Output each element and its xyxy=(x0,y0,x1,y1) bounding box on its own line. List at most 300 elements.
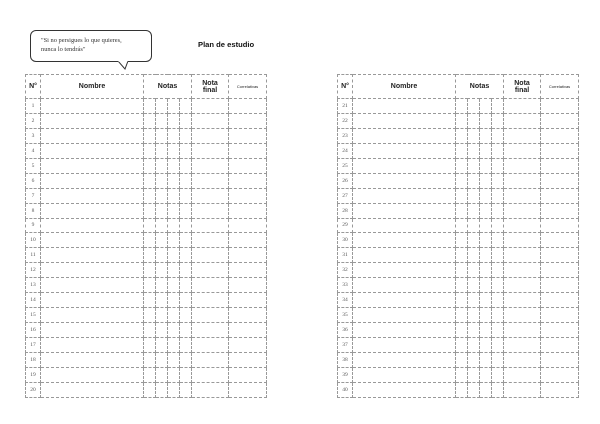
nota-cell[interactable] xyxy=(492,293,504,308)
nombre-cell[interactable] xyxy=(353,143,456,158)
nota-cell[interactable] xyxy=(156,248,168,263)
nombre-cell[interactable] xyxy=(353,382,456,397)
nota-cell[interactable] xyxy=(456,233,468,248)
nota-cell[interactable] xyxy=(180,128,192,143)
correlativas-cell[interactable] xyxy=(541,338,579,353)
row-number: 13 xyxy=(26,278,41,293)
nota-final-cell[interactable] xyxy=(192,263,229,278)
nota-final-cell[interactable] xyxy=(504,128,541,143)
nota-cell[interactable] xyxy=(156,158,168,173)
nota-cell[interactable] xyxy=(492,218,504,233)
nota-cell[interactable] xyxy=(156,218,168,233)
nota-final-cell[interactable] xyxy=(504,367,541,382)
nota-cell[interactable] xyxy=(180,218,192,233)
nota-cell[interactable] xyxy=(156,128,168,143)
nota-cell[interactable] xyxy=(480,323,492,338)
nombre-cell[interactable] xyxy=(353,293,456,308)
correlativas-cell[interactable] xyxy=(229,367,267,382)
table-row xyxy=(26,278,267,293)
nota-cell[interactable] xyxy=(144,99,156,114)
nota-cell[interactable] xyxy=(456,338,468,353)
correlativas-cell[interactable] xyxy=(229,382,267,397)
nota-cell[interactable] xyxy=(168,233,180,248)
nota-cell[interactable] xyxy=(156,323,168,338)
nota-cell[interactable] xyxy=(156,382,168,397)
nota-cell[interactable] xyxy=(180,233,192,248)
nota-cell[interactable] xyxy=(180,293,192,308)
nota-final-cell[interactable] xyxy=(192,233,229,248)
nota-cell[interactable] xyxy=(468,367,480,382)
nota-cell[interactable] xyxy=(480,263,492,278)
nota-cell[interactable] xyxy=(492,188,504,203)
row-number: 24 xyxy=(338,143,353,158)
nota-cell[interactable] xyxy=(480,99,492,114)
nota-cell[interactable] xyxy=(168,278,180,293)
nota-final-cell[interactable] xyxy=(504,203,541,218)
nota-cell[interactable] xyxy=(180,352,192,367)
nombre-cell[interactable] xyxy=(41,203,144,218)
row-number: 19 xyxy=(26,367,41,382)
nota-cell[interactable] xyxy=(480,173,492,188)
nota-cell[interactable] xyxy=(180,143,192,158)
nota-cell[interactable] xyxy=(456,128,468,143)
nombre-cell[interactable] xyxy=(41,323,144,338)
nota-cell[interactable] xyxy=(180,263,192,278)
nota-cell[interactable] xyxy=(456,293,468,308)
nota-final-cell[interactable] xyxy=(504,352,541,367)
nota-cell[interactable] xyxy=(180,188,192,203)
nota-cell[interactable] xyxy=(456,203,468,218)
nota-cell[interactable] xyxy=(180,158,192,173)
nota-cell[interactable] xyxy=(168,143,180,158)
nota-cell[interactable] xyxy=(144,367,156,382)
nota-cell[interactable] xyxy=(456,143,468,158)
nota-final-cell[interactable] xyxy=(192,113,229,128)
nota-cell[interactable] xyxy=(492,173,504,188)
correlativas-cell[interactable] xyxy=(229,173,267,188)
nota-final-cell[interactable] xyxy=(504,293,541,308)
correlativas-cell[interactable] xyxy=(541,352,579,367)
nota-cell[interactable] xyxy=(480,218,492,233)
nota-cell[interactable] xyxy=(468,113,480,128)
correlativas-cell[interactable] xyxy=(229,143,267,158)
nota-cell[interactable] xyxy=(180,367,192,382)
nota-cell[interactable] xyxy=(180,323,192,338)
correlativas-cell[interactable] xyxy=(541,128,579,143)
nota-final-cell[interactable] xyxy=(192,278,229,293)
nota-final-cell[interactable] xyxy=(192,338,229,353)
nota-cell[interactable] xyxy=(168,218,180,233)
nota-cell[interactable] xyxy=(168,382,180,397)
nota-cell[interactable] xyxy=(156,293,168,308)
nombre-cell[interactable] xyxy=(353,367,456,382)
nota-cell[interactable] xyxy=(180,248,192,263)
nombre-cell[interactable] xyxy=(353,278,456,293)
nota-cell[interactable] xyxy=(480,128,492,143)
nota-cell[interactable] xyxy=(480,188,492,203)
correlativas-cell[interactable] xyxy=(229,158,267,173)
nota-final-cell[interactable] xyxy=(504,382,541,397)
nota-cell[interactable] xyxy=(456,367,468,382)
correlativas-cell[interactable] xyxy=(229,352,267,367)
table-row xyxy=(26,352,267,367)
nota-cell[interactable] xyxy=(180,382,192,397)
nota-cell[interactable] xyxy=(492,99,504,114)
correlativas-cell[interactable] xyxy=(541,293,579,308)
nota-cell[interactable] xyxy=(468,352,480,367)
correlativas-cell[interactable] xyxy=(229,323,267,338)
nota-cell[interactable] xyxy=(480,113,492,128)
table-row xyxy=(338,143,579,158)
nota-cell[interactable] xyxy=(144,128,156,143)
nota-cell[interactable] xyxy=(480,203,492,218)
nota-cell[interactable] xyxy=(168,293,180,308)
nota-cell[interactable] xyxy=(156,99,168,114)
nota-cell[interactable] xyxy=(168,338,180,353)
nota-cell[interactable] xyxy=(156,278,168,293)
nombre-cell[interactable] xyxy=(41,173,144,188)
nota-final-cell[interactable] xyxy=(504,248,541,263)
nota-cell[interactable] xyxy=(168,99,180,114)
nombre-cell[interactable] xyxy=(41,158,144,173)
nota-cell[interactable] xyxy=(480,367,492,382)
nota-final-cell[interactable] xyxy=(504,233,541,248)
nota-cell[interactable] xyxy=(156,143,168,158)
nota-cell[interactable] xyxy=(456,218,468,233)
nota-final-cell[interactable] xyxy=(192,323,229,338)
nombre-cell[interactable] xyxy=(353,338,456,353)
nota-cell[interactable] xyxy=(180,99,192,114)
nota-final-cell[interactable] xyxy=(504,188,541,203)
nombre-cell[interactable] xyxy=(353,113,456,128)
nota-cell[interactable] xyxy=(492,113,504,128)
nota-final-cell[interactable] xyxy=(504,263,541,278)
table-row xyxy=(26,382,267,397)
nota-cell[interactable] xyxy=(492,323,504,338)
nota-cell[interactable] xyxy=(156,113,168,128)
nota-cell[interactable] xyxy=(144,382,156,397)
nota-cell[interactable] xyxy=(468,263,480,278)
correlativas-cell[interactable] xyxy=(229,113,267,128)
nota-cell[interactable] xyxy=(480,293,492,308)
nota-cell[interactable] xyxy=(156,338,168,353)
nota-cell[interactable] xyxy=(456,158,468,173)
nota-cell[interactable] xyxy=(180,203,192,218)
nombre-cell[interactable] xyxy=(353,263,456,278)
nota-cell[interactable] xyxy=(180,113,192,128)
nombre-cell[interactable] xyxy=(353,308,456,323)
nota-final-cell[interactable] xyxy=(504,173,541,188)
nota-cell[interactable] xyxy=(168,323,180,338)
nota-final-cell[interactable] xyxy=(192,248,229,263)
nota-cell[interactable] xyxy=(168,308,180,323)
correlativas-cell[interactable] xyxy=(229,128,267,143)
table-row xyxy=(26,367,267,382)
nota-cell[interactable] xyxy=(456,308,468,323)
nota-cell[interactable] xyxy=(156,308,168,323)
correlativas-cell[interactable] xyxy=(541,173,579,188)
nota-final-cell[interactable] xyxy=(192,203,229,218)
nota-cell[interactable] xyxy=(144,173,156,188)
nota-cell[interactable] xyxy=(492,158,504,173)
nota-final-cell[interactable] xyxy=(504,308,541,323)
correlativas-cell[interactable] xyxy=(229,293,267,308)
nota-final-cell[interactable] xyxy=(504,158,541,173)
nota-cell[interactable] xyxy=(168,367,180,382)
correlativas-cell[interactable] xyxy=(229,338,267,353)
nota-cell[interactable] xyxy=(168,188,180,203)
table-row xyxy=(26,248,267,263)
correlativas-cell[interactable] xyxy=(229,188,267,203)
nombre-cell[interactable] xyxy=(353,203,456,218)
nota-cell[interactable] xyxy=(168,113,180,128)
nota-final-cell[interactable] xyxy=(192,188,229,203)
nota-cell[interactable] xyxy=(180,338,192,353)
correlativas-cell[interactable] xyxy=(541,158,579,173)
correlativas-cell[interactable] xyxy=(229,278,267,293)
nota-cell[interactable] xyxy=(480,352,492,367)
nombre-cell[interactable] xyxy=(41,338,144,353)
nota-cell[interactable] xyxy=(492,143,504,158)
nota-final-cell[interactable] xyxy=(192,382,229,397)
nota-cell[interactable] xyxy=(468,308,480,323)
nota-final-line-1: Nota xyxy=(514,79,530,87)
nota-final-cell[interactable] xyxy=(192,352,229,367)
nota-cell[interactable] xyxy=(492,203,504,218)
nota-cell[interactable] xyxy=(144,218,156,233)
nota-cell[interactable] xyxy=(468,233,480,248)
nota-cell[interactable] xyxy=(156,173,168,188)
nota-cell[interactable] xyxy=(168,173,180,188)
nota-cell[interactable] xyxy=(180,308,192,323)
nota-cell[interactable] xyxy=(144,143,156,158)
nombre-cell[interactable] xyxy=(41,233,144,248)
correlativas-cell[interactable] xyxy=(229,263,267,278)
row-number: 18 xyxy=(26,352,41,367)
nota-cell[interactable] xyxy=(456,248,468,263)
nota-cell[interactable] xyxy=(480,338,492,353)
nota-final-cell[interactable] xyxy=(192,143,229,158)
correlativas-cell[interactable] xyxy=(541,382,579,397)
nota-cell[interactable] xyxy=(468,203,480,218)
row-number: 9 xyxy=(26,218,41,233)
table-row xyxy=(26,158,267,173)
nota-cell[interactable] xyxy=(468,382,480,397)
nota-cell[interactable] xyxy=(492,308,504,323)
nombre-cell[interactable] xyxy=(41,263,144,278)
nombre-cell[interactable] xyxy=(41,128,144,143)
nota-cell[interactable] xyxy=(144,293,156,308)
nota-cell[interactable] xyxy=(468,323,480,338)
nota-cell[interactable] xyxy=(180,173,192,188)
nota-cell[interactable] xyxy=(144,233,156,248)
table-row xyxy=(26,233,267,248)
nombre-cell[interactable] xyxy=(41,293,144,308)
column-header-no: N° xyxy=(26,75,41,99)
nombre-cell[interactable] xyxy=(41,367,144,382)
nombre-cell[interactable] xyxy=(41,278,144,293)
nota-cell[interactable] xyxy=(456,188,468,203)
nota-final-cell[interactable] xyxy=(504,143,541,158)
nota-final-cell[interactable] xyxy=(192,128,229,143)
nombre-cell[interactable] xyxy=(353,99,456,114)
nota-cell[interactable] xyxy=(492,352,504,367)
nombre-cell[interactable] xyxy=(41,248,144,263)
correlativas-cell[interactable] xyxy=(229,203,267,218)
correlativas-cell[interactable] xyxy=(541,248,579,263)
nota-cell[interactable] xyxy=(492,367,504,382)
nota-cell[interactable] xyxy=(468,99,480,114)
nota-cell[interactable] xyxy=(144,338,156,353)
nota-cell[interactable] xyxy=(480,308,492,323)
nota-cell[interactable] xyxy=(456,382,468,397)
nota-cell[interactable] xyxy=(144,158,156,173)
nombre-cell[interactable] xyxy=(41,308,144,323)
nota-cell[interactable] xyxy=(144,248,156,263)
correlativas-cell[interactable] xyxy=(541,263,579,278)
nombre-cell[interactable] xyxy=(41,99,144,114)
nota-cell[interactable] xyxy=(168,128,180,143)
correlativas-cell[interactable] xyxy=(229,308,267,323)
nota-final-cell[interactable] xyxy=(192,218,229,233)
correlativas-cell[interactable] xyxy=(541,113,579,128)
nombre-cell[interactable] xyxy=(353,218,456,233)
nota-cell[interactable] xyxy=(156,188,168,203)
correlativas-cell[interactable] xyxy=(229,218,267,233)
nota-cell[interactable] xyxy=(492,248,504,263)
nota-cell[interactable] xyxy=(492,338,504,353)
nombre-cell[interactable] xyxy=(353,188,456,203)
nota-cell[interactable] xyxy=(144,203,156,218)
nota-final-cell[interactable] xyxy=(192,173,229,188)
nota-cell[interactable] xyxy=(456,113,468,128)
nota-cell[interactable] xyxy=(456,99,468,114)
nota-cell[interactable] xyxy=(468,248,480,263)
nombre-cell[interactable] xyxy=(353,173,456,188)
nota-cell[interactable] xyxy=(168,263,180,278)
nota-final-cell[interactable] xyxy=(504,323,541,338)
nombre-cell[interactable] xyxy=(41,352,144,367)
nota-cell[interactable] xyxy=(492,382,504,397)
nota-cell[interactable] xyxy=(168,203,180,218)
nota-cell[interactable] xyxy=(144,352,156,367)
nota-cell[interactable] xyxy=(168,352,180,367)
nota-cell[interactable] xyxy=(156,263,168,278)
nota-cell[interactable] xyxy=(156,367,168,382)
correlativas-cell[interactable] xyxy=(541,99,579,114)
nombre-cell[interactable] xyxy=(41,382,144,397)
correlativas-cell[interactable] xyxy=(541,188,579,203)
nota-cell[interactable] xyxy=(468,278,480,293)
correlativas-cell[interactable] xyxy=(541,203,579,218)
nota-cell[interactable] xyxy=(144,308,156,323)
nota-cell[interactable] xyxy=(144,278,156,293)
nota-cell[interactable] xyxy=(480,382,492,397)
nota-final-cell[interactable] xyxy=(504,278,541,293)
correlativas-cell[interactable] xyxy=(229,233,267,248)
row-number: 30 xyxy=(338,233,353,248)
nota-cell[interactable] xyxy=(156,352,168,367)
nota-cell[interactable] xyxy=(144,323,156,338)
nombre-cell[interactable] xyxy=(353,323,456,338)
nota-cell[interactable] xyxy=(456,263,468,278)
nota-cell[interactable] xyxy=(144,188,156,203)
nota-final-cell[interactable] xyxy=(192,308,229,323)
nota-final-cell[interactable] xyxy=(504,99,541,114)
nota-cell[interactable] xyxy=(468,338,480,353)
nota-final-cell[interactable] xyxy=(504,113,541,128)
nota-cell[interactable] xyxy=(468,158,480,173)
correlativas-cell[interactable] xyxy=(541,218,579,233)
nota-cell[interactable] xyxy=(168,158,180,173)
nota-cell[interactable] xyxy=(468,128,480,143)
correlativas-cell[interactable] xyxy=(229,99,267,114)
nota-cell[interactable] xyxy=(480,158,492,173)
correlativas-cell[interactable] xyxy=(541,233,579,248)
nota-cell[interactable] xyxy=(492,128,504,143)
nota-cell[interactable] xyxy=(456,352,468,367)
nombre-cell[interactable] xyxy=(353,233,456,248)
correlativas-cell[interactable] xyxy=(541,278,579,293)
nota-cell[interactable] xyxy=(156,233,168,248)
nombre-cell[interactable] xyxy=(353,158,456,173)
nota-cell[interactable] xyxy=(168,248,180,263)
nota-final-cell[interactable] xyxy=(504,218,541,233)
nota-cell[interactable] xyxy=(468,143,480,158)
nota-cell[interactable] xyxy=(480,233,492,248)
nota-cell[interactable] xyxy=(468,173,480,188)
nota-final-cell[interactable] xyxy=(192,293,229,308)
nota-cell[interactable] xyxy=(144,263,156,278)
nota-cell[interactable] xyxy=(480,278,492,293)
nota-cell[interactable] xyxy=(468,218,480,233)
nota-final-cell[interactable] xyxy=(192,99,229,114)
nota-cell[interactable] xyxy=(456,323,468,338)
nota-final-cell[interactable] xyxy=(192,367,229,382)
nombre-cell[interactable] xyxy=(353,352,456,367)
row-number: 20 xyxy=(26,382,41,397)
table-row xyxy=(26,173,267,188)
nota-cell[interactable] xyxy=(492,263,504,278)
correlativas-cell[interactable] xyxy=(541,308,579,323)
nombre-cell[interactable] xyxy=(353,128,456,143)
column-header-nota-final xyxy=(504,75,541,99)
nota-cell[interactable] xyxy=(180,278,192,293)
nombre-cell[interactable] xyxy=(41,113,144,128)
row-number: 39 xyxy=(338,367,353,382)
nombre-cell[interactable] xyxy=(41,218,144,233)
nota-cell[interactable] xyxy=(480,143,492,158)
nota-cell[interactable] xyxy=(456,278,468,293)
nombre-cell[interactable] xyxy=(353,248,456,263)
correlativas-cell[interactable] xyxy=(541,323,579,338)
nota-cell[interactable] xyxy=(480,248,492,263)
correlativas-cell[interactable] xyxy=(541,143,579,158)
nota-cell[interactable] xyxy=(492,233,504,248)
nombre-cell[interactable] xyxy=(41,143,144,158)
correlativas-cell[interactable] xyxy=(229,248,267,263)
correlativas-cell[interactable] xyxy=(541,367,579,382)
nota-cell[interactable] xyxy=(156,203,168,218)
nota-cell[interactable] xyxy=(468,293,480,308)
nota-cell[interactable] xyxy=(492,278,504,293)
nota-cell[interactable] xyxy=(468,188,480,203)
nota-final-cell[interactable] xyxy=(504,338,541,353)
nota-cell[interactable] xyxy=(144,113,156,128)
nombre-cell[interactable] xyxy=(41,188,144,203)
nota-cell[interactable] xyxy=(456,173,468,188)
nota-final-cell[interactable] xyxy=(192,158,229,173)
